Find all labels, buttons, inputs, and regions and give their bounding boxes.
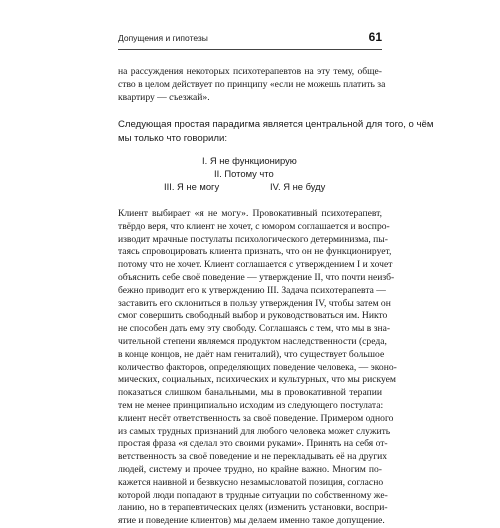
header-rule (118, 49, 382, 50)
paragraph-3-line: Клиент выбирает «я не могу». Провокативный психотерапевт, (118, 208, 382, 219)
paragraph-1-line: на рассуждения некоторых психотерапевтов на эту тему, обще- (118, 66, 382, 77)
paradigm-statement-2: II. Потому что (214, 168, 274, 179)
page-number: 61 (368, 30, 382, 44)
paragraph-3-line: людей, систему и прочее трудно, но крайне важно. Многим по- (118, 463, 382, 475)
paragraph-3-line: которой люди попадают в трудные ситуации по собственному же- (118, 489, 388, 501)
paradigm-statement-1: I. Я не функционирую (202, 155, 297, 166)
running-head: Допущения и гипотезы (118, 33, 208, 43)
paragraph-3-line: ветственность за своё поведение и не перекладывать её на других (118, 451, 388, 463)
paragraph-3-line: ятие и поведение клиентов) мы делаем именно такое допущение. (118, 515, 385, 527)
paradigm-statement-3: III. Я не могу (164, 181, 220, 192)
paragraph-3-line: количество факторов, определяющих поведение человека, — эконо- (118, 361, 397, 373)
paragraph-3-line: мических, социальных, психических и культурных, что мы рискуем (118, 374, 396, 386)
paragraph-1-line: квартиру — съезжай». (118, 91, 210, 103)
paragraph-3-line: в конце концов, не даёт нам гениталий), что существует большое (118, 348, 385, 360)
paragraph-3-line: клиент несёт ответственность за своё поведение. Примером одного (118, 412, 394, 424)
paragraph-3-line: чительной степени являемся продуктом наследственности (среда, (118, 335, 387, 347)
paragraph-2 (118, 118, 434, 145)
paragraph-3-line: изводит мрачные постулаты психологического детерминизма, пы- (118, 233, 388, 245)
paragraph-3-line: простая фраза «я сделал это своими руками». Принять на себя от- (118, 438, 388, 450)
paragraph-3-line: показаться слишком банальными, мы в провокативной терапии (118, 387, 382, 399)
paragraph-2-line: мы только что говорили: (118, 132, 228, 144)
paragraph-3 (118, 208, 397, 528)
paragraph-3-line: объяснить себе своё поведение — утверждение II, что почти неизб- (118, 271, 395, 283)
paragraph-2-line: Следующая простая парадигма является центральной для того, о чём (118, 119, 434, 130)
paragraph-3-line: ланию, но в терапевтических целях (изменить установки, воспри- (118, 502, 388, 514)
paragraph-3-line: таясь спровоцировать клиента признать, что он не функционирует, (118, 246, 392, 258)
paragraph-3-line: потому что не хочет. Клиент соглашается с утверждением I и хочет (118, 259, 393, 271)
paragraph-3-line: кажется наивной и безвкусно незамысловатой позиция, согласно (118, 476, 384, 488)
paragraph-3-line: заставить его склониться в пользу утверждения IV, чтобы затем он (118, 297, 391, 309)
paradigm-block (118, 155, 382, 199)
paragraph-3-line: смог совершить свободный выбор и руководствоваться им. Никто (118, 310, 388, 322)
paragraph-3-line: из самых трудных признаний для любого человека может служить (118, 425, 391, 437)
paragraph-3-line: твёрдо веря, что клиент не хочет, с юмором соглашается и воспро- (118, 220, 390, 232)
paragraph-3-line: не способен дать ему эту свободу. Соглашаясь с тем, что мы в зна- (118, 323, 391, 335)
paradigm-statement-4: IV. Я не буду (270, 181, 326, 192)
paragraph-1-line: ство в целом действует по принципу «если не можешь платить за (118, 78, 386, 90)
paragraph-3-line: тем не менее принципиально исходим из следующего постулата: (118, 399, 384, 411)
paragraph-1 (118, 66, 386, 104)
paragraph-3-line: бежно приводит его к утверждению III. Задача психотерапевта — (118, 284, 386, 296)
